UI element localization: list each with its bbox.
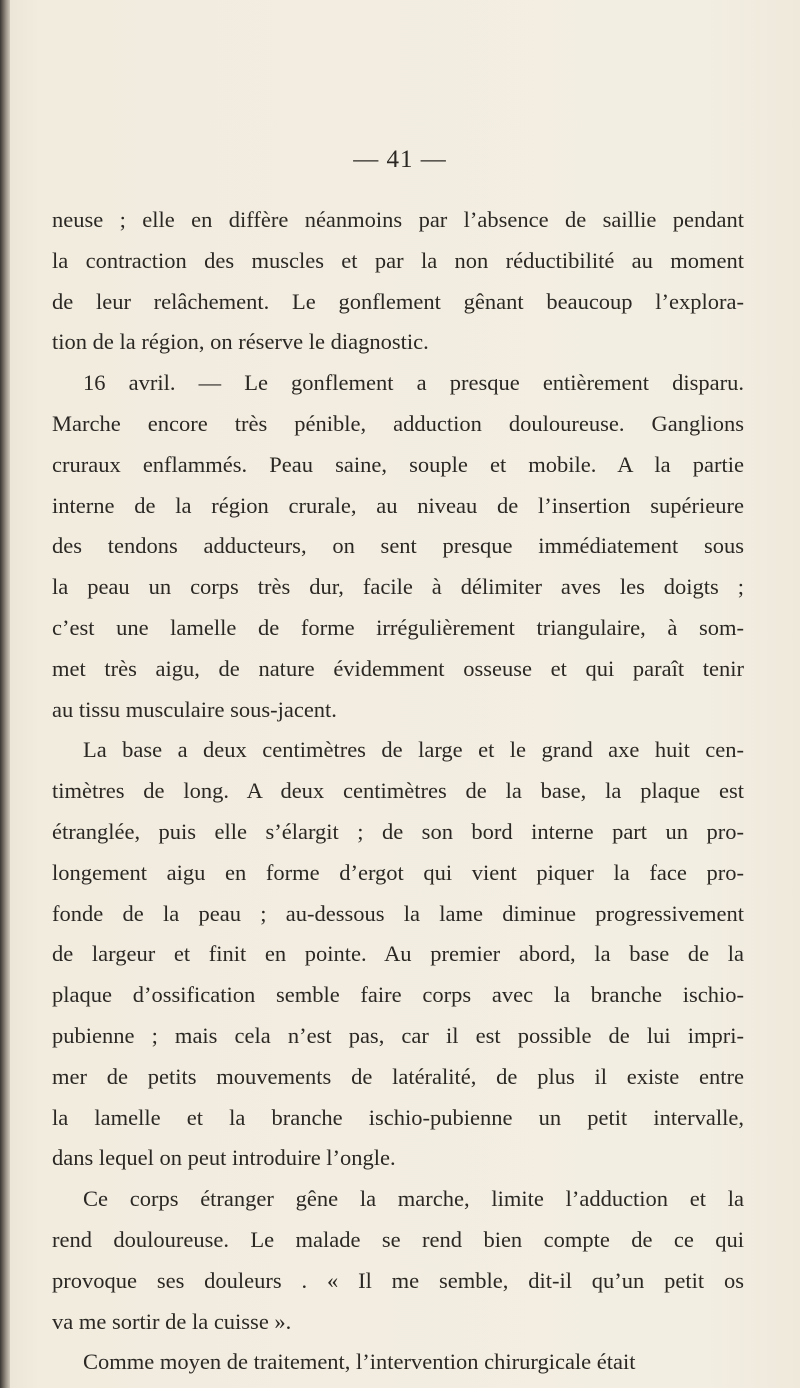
text-line: Comme moyen de traitement, l’intervention chirurgicale était	[83, 1349, 636, 1375]
text-line: met très aigu, de nature évidemment osseuse et qui paraît tenir	[52, 655, 744, 681]
text-line: va me sortir de la cuisse ».	[52, 1308, 292, 1334]
text-line: la peau un corps très dur, facile à délimiter aves les doigts ;	[52, 574, 744, 600]
body-text	[52, 200, 744, 1383]
text-line: interne de la région crurale, au niveau de l’insertion supérieure	[52, 492, 744, 518]
text-line: étranglée, puis elle s’élargit ; de son bord interne part un pro-	[52, 818, 744, 844]
text-line: 16 avril. — Le gonflement a presque entièrement disparu.	[83, 370, 744, 396]
text-line: mer de petits mouvements de latéralité, de plus il existe entre	[52, 1063, 744, 1089]
text-line: dans lequel on peut introduire l’ongle.	[52, 1145, 396, 1171]
text-line: la lamelle et la branche ischio-pubienne un petit intervalle,	[52, 1104, 744, 1130]
text-line: timètres de long. A deux centimètres de la base, la plaque est	[52, 778, 744, 804]
text-line: longement aigu en forme d’ergot qui vient piquer la face pro-	[52, 859, 744, 885]
text-line: de largeur et finit en pointe. Au premier abord, la base de la	[52, 941, 744, 967]
text-line: La base a deux centimètres de large et le grand axe huit cen-	[83, 737, 744, 763]
text-line: Marche encore très pénible, adduction douloureuse. Ganglions	[52, 410, 744, 436]
text-line: de leur relâchement. Le gonflement gênant beaucoup l’explora-	[52, 288, 744, 314]
text-line: la contraction des muscles et par la non réductibilité au moment	[52, 247, 744, 273]
text-line: Ce corps étranger gêne la marche, limite l’adduction et la	[83, 1186, 744, 1212]
text-line: plaque d’ossification semble faire corps avec la branche ischio-	[52, 982, 744, 1008]
page-number: — 41 —	[353, 146, 447, 173]
text-line: tion de la région, on réserve le diagnostic.	[52, 329, 429, 355]
text-line: c’est une lamelle de forme irrégulièrement triangulaire, à som-	[52, 614, 744, 640]
text-line: cruraux enflammés. Peau saine, souple et mobile. A la partie	[52, 451, 744, 477]
text-line: provoque ses douleurs . « Il me semble, dit-il qu’un petit os	[52, 1267, 744, 1293]
text-line: des tendons adducteurs, on sent presque immédiatement sous	[52, 533, 744, 559]
text-line: rend douloureuse. Le malade se rend bien compte de ce qui	[52, 1226, 744, 1252]
page-binding-edge	[0, 0, 10, 1388]
text-line: fonde de la peau ; au-dessous la lame diminue progressivement	[52, 900, 744, 926]
text-line: neuse ; elle en diffère néanmoins par l’absence de saillie pendant	[52, 207, 744, 232]
text-line: pubienne ; mais cela n’est pas, car il est possible de lui impri-	[52, 1022, 744, 1048]
text-line: au tissu musculaire sous-jacent.	[52, 696, 337, 722]
